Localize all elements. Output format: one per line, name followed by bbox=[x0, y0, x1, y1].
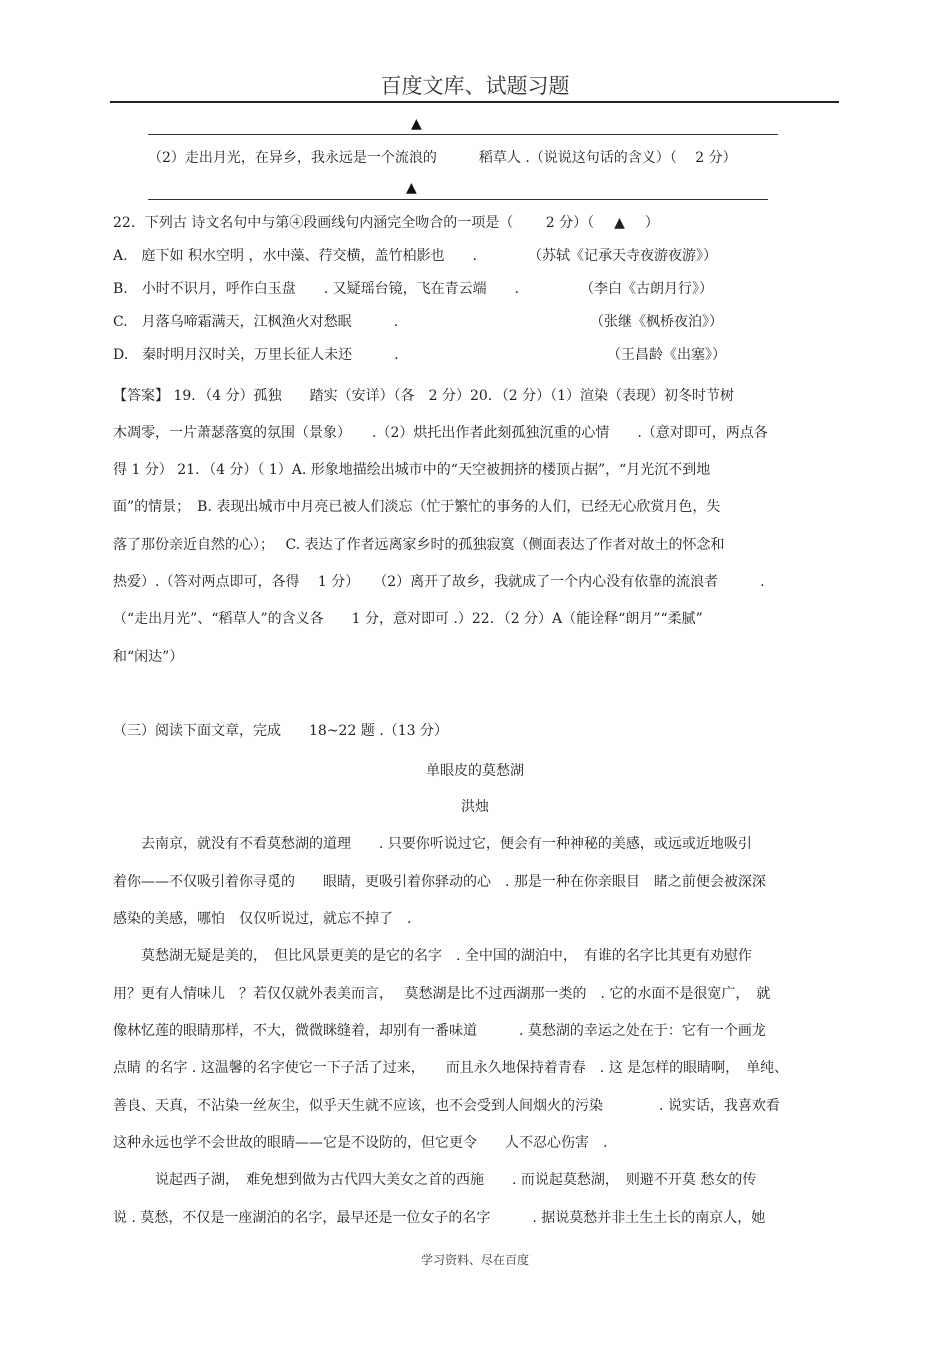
answer-blank-line bbox=[148, 199, 768, 200]
answer-marker: ▲ bbox=[614, 215, 625, 231]
question-22-stem bbox=[113, 214, 659, 232]
answer-blank-line bbox=[148, 134, 778, 135]
answer-line: 和“闲达”） bbox=[113, 649, 184, 665]
article-line: 善良、天真，不沾染一丝灰尘，似乎天生就不应该，也不会受到人间烟火的污染 . 说实话，我喜欢看 bbox=[113, 1098, 780, 1114]
answer-line: （“走出月光”、“稻草人”的含义各 1 分，意对即可 .）22．（2 分）A（能诠释“朗月”“柔腻” bbox=[113, 611, 703, 627]
option-c: C. 月落乌啼霜满天，江枫渔火对愁眠 . bbox=[113, 314, 399, 330]
question-22-stem-text: 22．下列古 诗文名句中与第④段画线句内涵完全吻合的一项是（ 2 分）（ bbox=[113, 215, 609, 231]
answer-line: 落了那份亲近自然的心）； C. 表达了作者远离家乡时的孤独寂寞（侧面表达了作者对故土的怀念和 bbox=[113, 537, 725, 553]
answer-line: 热爱）.（答对两点即可，各得 1 分） （2）离开了故乡，我就成了一个内心没有依靠的流浪者 . bbox=[113, 574, 765, 590]
page-footer: 学习资料、尽在百度 bbox=[420, 1253, 529, 1267]
article-line: 感染的美感，哪怕 仅仅听说过，就忘不掉了 . bbox=[113, 911, 412, 927]
section-title: （三）阅读下面文章，完成 18~22 题 .（13 分） bbox=[113, 723, 448, 739]
question-22-stem-tail: ） bbox=[630, 215, 659, 231]
option-d: D. 秦时明月汉时关，万里长征人未还 . bbox=[113, 347, 399, 363]
article-title: 单眼皮的莫愁湖 bbox=[426, 763, 524, 779]
answer-line: 面”的情景； B. 表现出城市中月亮已被人们淡忘（忙于繁忙的事务的人们，已经无心欣赏月色，失 bbox=[113, 499, 721, 515]
article-line: 像林忆莲的眼睛那样，不大，微微眯缝着，却别有一番味道 . 莫愁湖的幸运之处在于：它有一个画龙 bbox=[113, 1023, 766, 1039]
article-line: 着你——不仅吸引着你寻觅的 眼睛，更吸引着你驿动的心 . 那是一种在你亲眼目 睹之前便会被深深 bbox=[113, 874, 766, 890]
article-line: 这种永远也学不会世故的眼睛——它是不设防的，但它更令 人不忍心伤害 . bbox=[113, 1135, 608, 1151]
option-a-source: （苏轼《记承天寺夜游夜游》） bbox=[528, 248, 717, 264]
article-line: 用？更有人情味儿 ？若仅仅就外表美而言， 莫愁湖是比不过西湖那一类的 . 它的水面不是很宽广， 就 bbox=[113, 986, 771, 1002]
answer-marker: ▲ bbox=[406, 180, 417, 196]
article-line: 说 . 莫愁，不仅是一座湖泊的名字，最早还是一位女子的名字 . 据说莫愁并非土生土长的南京人，她 bbox=[113, 1210, 766, 1226]
article-line: 莫愁湖无疑是美的， 但比风景更美的是它的名字 . 全中国的湖泊中， 有谁的名字比其更有劝慰作 bbox=[113, 948, 752, 964]
page-header-title: 百度文库、试题习题 bbox=[380, 74, 570, 98]
article-line: 点睛 的名字 . 这温馨的名字使它一下子活了过来， 而且永久地保持着青春 . 这 是怎样的眼睛啊， 单纯、 bbox=[113, 1060, 789, 1076]
question-21-2: （2）走出月光，在异乡，我永远是一个流浪的 稻草人 .（说说这句话的含义）（ 2 分） bbox=[148, 150, 737, 166]
answer-line: 【答案】 19．（4 分）孤独 踏实（安详）（各 2 分）20．（2 分）（1）渲染（表现）初冬时节树 bbox=[113, 388, 735, 404]
option-d-source: （王昌龄《出塞》） bbox=[607, 347, 726, 363]
answer-line: 木凋零，一片萧瑟落寞的氛围（景象） .（2）烘托出作者此刻孤独沉重的心情 .（意对即可，两点各 bbox=[113, 425, 768, 441]
article-line: 去南京，就没有不看莫愁湖的道理 . 只要你听说过它，便会有一种神秘的美感，或远或近地吸引 bbox=[113, 836, 752, 852]
option-b-source: （李白《古朗月行》） bbox=[580, 281, 713, 297]
option-a: A. 庭下如 积水空明 ，水中藻、荇交横，盖竹柏影也 . bbox=[113, 248, 477, 264]
answer-line: 得 1 分） 21．（4 分）（ 1）A. 形象地描绘出城市中的“天空被拥挤的楼顶占据”，“月光沉不到地 bbox=[113, 462, 711, 478]
header-rule bbox=[110, 101, 839, 103]
option-b: B. 小时不识月，呼作白玉盘 . 又疑瑶台镜，飞在青云端 . bbox=[113, 281, 520, 297]
article-line: 说起西子湖， 难免想到做为古代四大美女之首的西施 . 而说起莫愁湖， 则避不开莫 愁女的传 bbox=[113, 1172, 757, 1188]
article-author: 洪烛 bbox=[461, 799, 489, 815]
option-c-source: （张继《枫桥夜泊》） bbox=[590, 314, 723, 330]
answer-marker: ▲ bbox=[411, 116, 422, 132]
